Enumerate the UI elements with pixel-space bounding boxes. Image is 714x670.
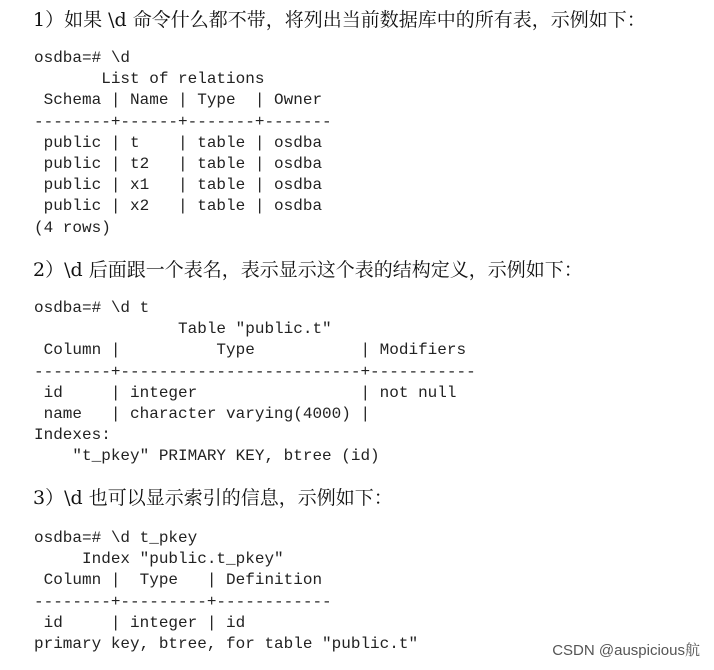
code-line: osdba=# \d t_pkey (34, 529, 198, 547)
code-line: public | t | table | osdba (34, 133, 323, 152)
code-line: public | x2 | table | osdba (34, 197, 323, 216)
code-line: List of relations (34, 70, 265, 89)
section-3-code-block (34, 528, 418, 655)
code-line: id | integer | id (34, 613, 246, 632)
code-line: public | t2 | table | osdba (34, 154, 323, 173)
code-line: --------+---------+------------ (34, 592, 332, 611)
code-line: "t_pkey" PRIMARY KEY, btree (id) (34, 447, 380, 466)
code-line: name | character varying(4000) | (34, 404, 371, 423)
code-line: Indexes: (34, 426, 111, 445)
code-line: Table "public.t" (34, 320, 332, 339)
csdn-watermark: CSDN @auspicious航 (552, 642, 700, 659)
section-1-heading: 1）如果 \d 命令什么都不带，将列出当前数据库中的所有表，示例如下： (33, 9, 646, 31)
code-line: (4 rows) (34, 218, 111, 237)
code-line: --------+------+-------+------- (34, 112, 332, 131)
code-line: Schema | Name | Type | Owner (34, 91, 323, 110)
section-2-heading: 2）\d 后面跟一个表名，表示显示这个表的结构定义，示例如下： (33, 259, 583, 281)
section-2-code-block (34, 298, 476, 468)
code-line: --------+-------------------------+----------- (34, 362, 476, 381)
code-line: osdba=# \d (34, 49, 131, 67)
code-line: osdba=# \d t (34, 299, 150, 317)
code-line: Index "public.t_pkey" (34, 550, 284, 569)
section-3-heading: 3）\d 也可以显示索引的信息，示例如下： (33, 487, 393, 509)
code-line: Column | Type | Definition (34, 571, 323, 590)
section-1-code-block (34, 48, 332, 239)
code-line: public | x1 | table | osdba (34, 176, 323, 195)
code-line: Column | Type | Modifiers (34, 341, 467, 360)
code-line: id | integer | not null (34, 383, 457, 402)
code-line: primary key, btree, for table "public.t" (34, 634, 419, 653)
